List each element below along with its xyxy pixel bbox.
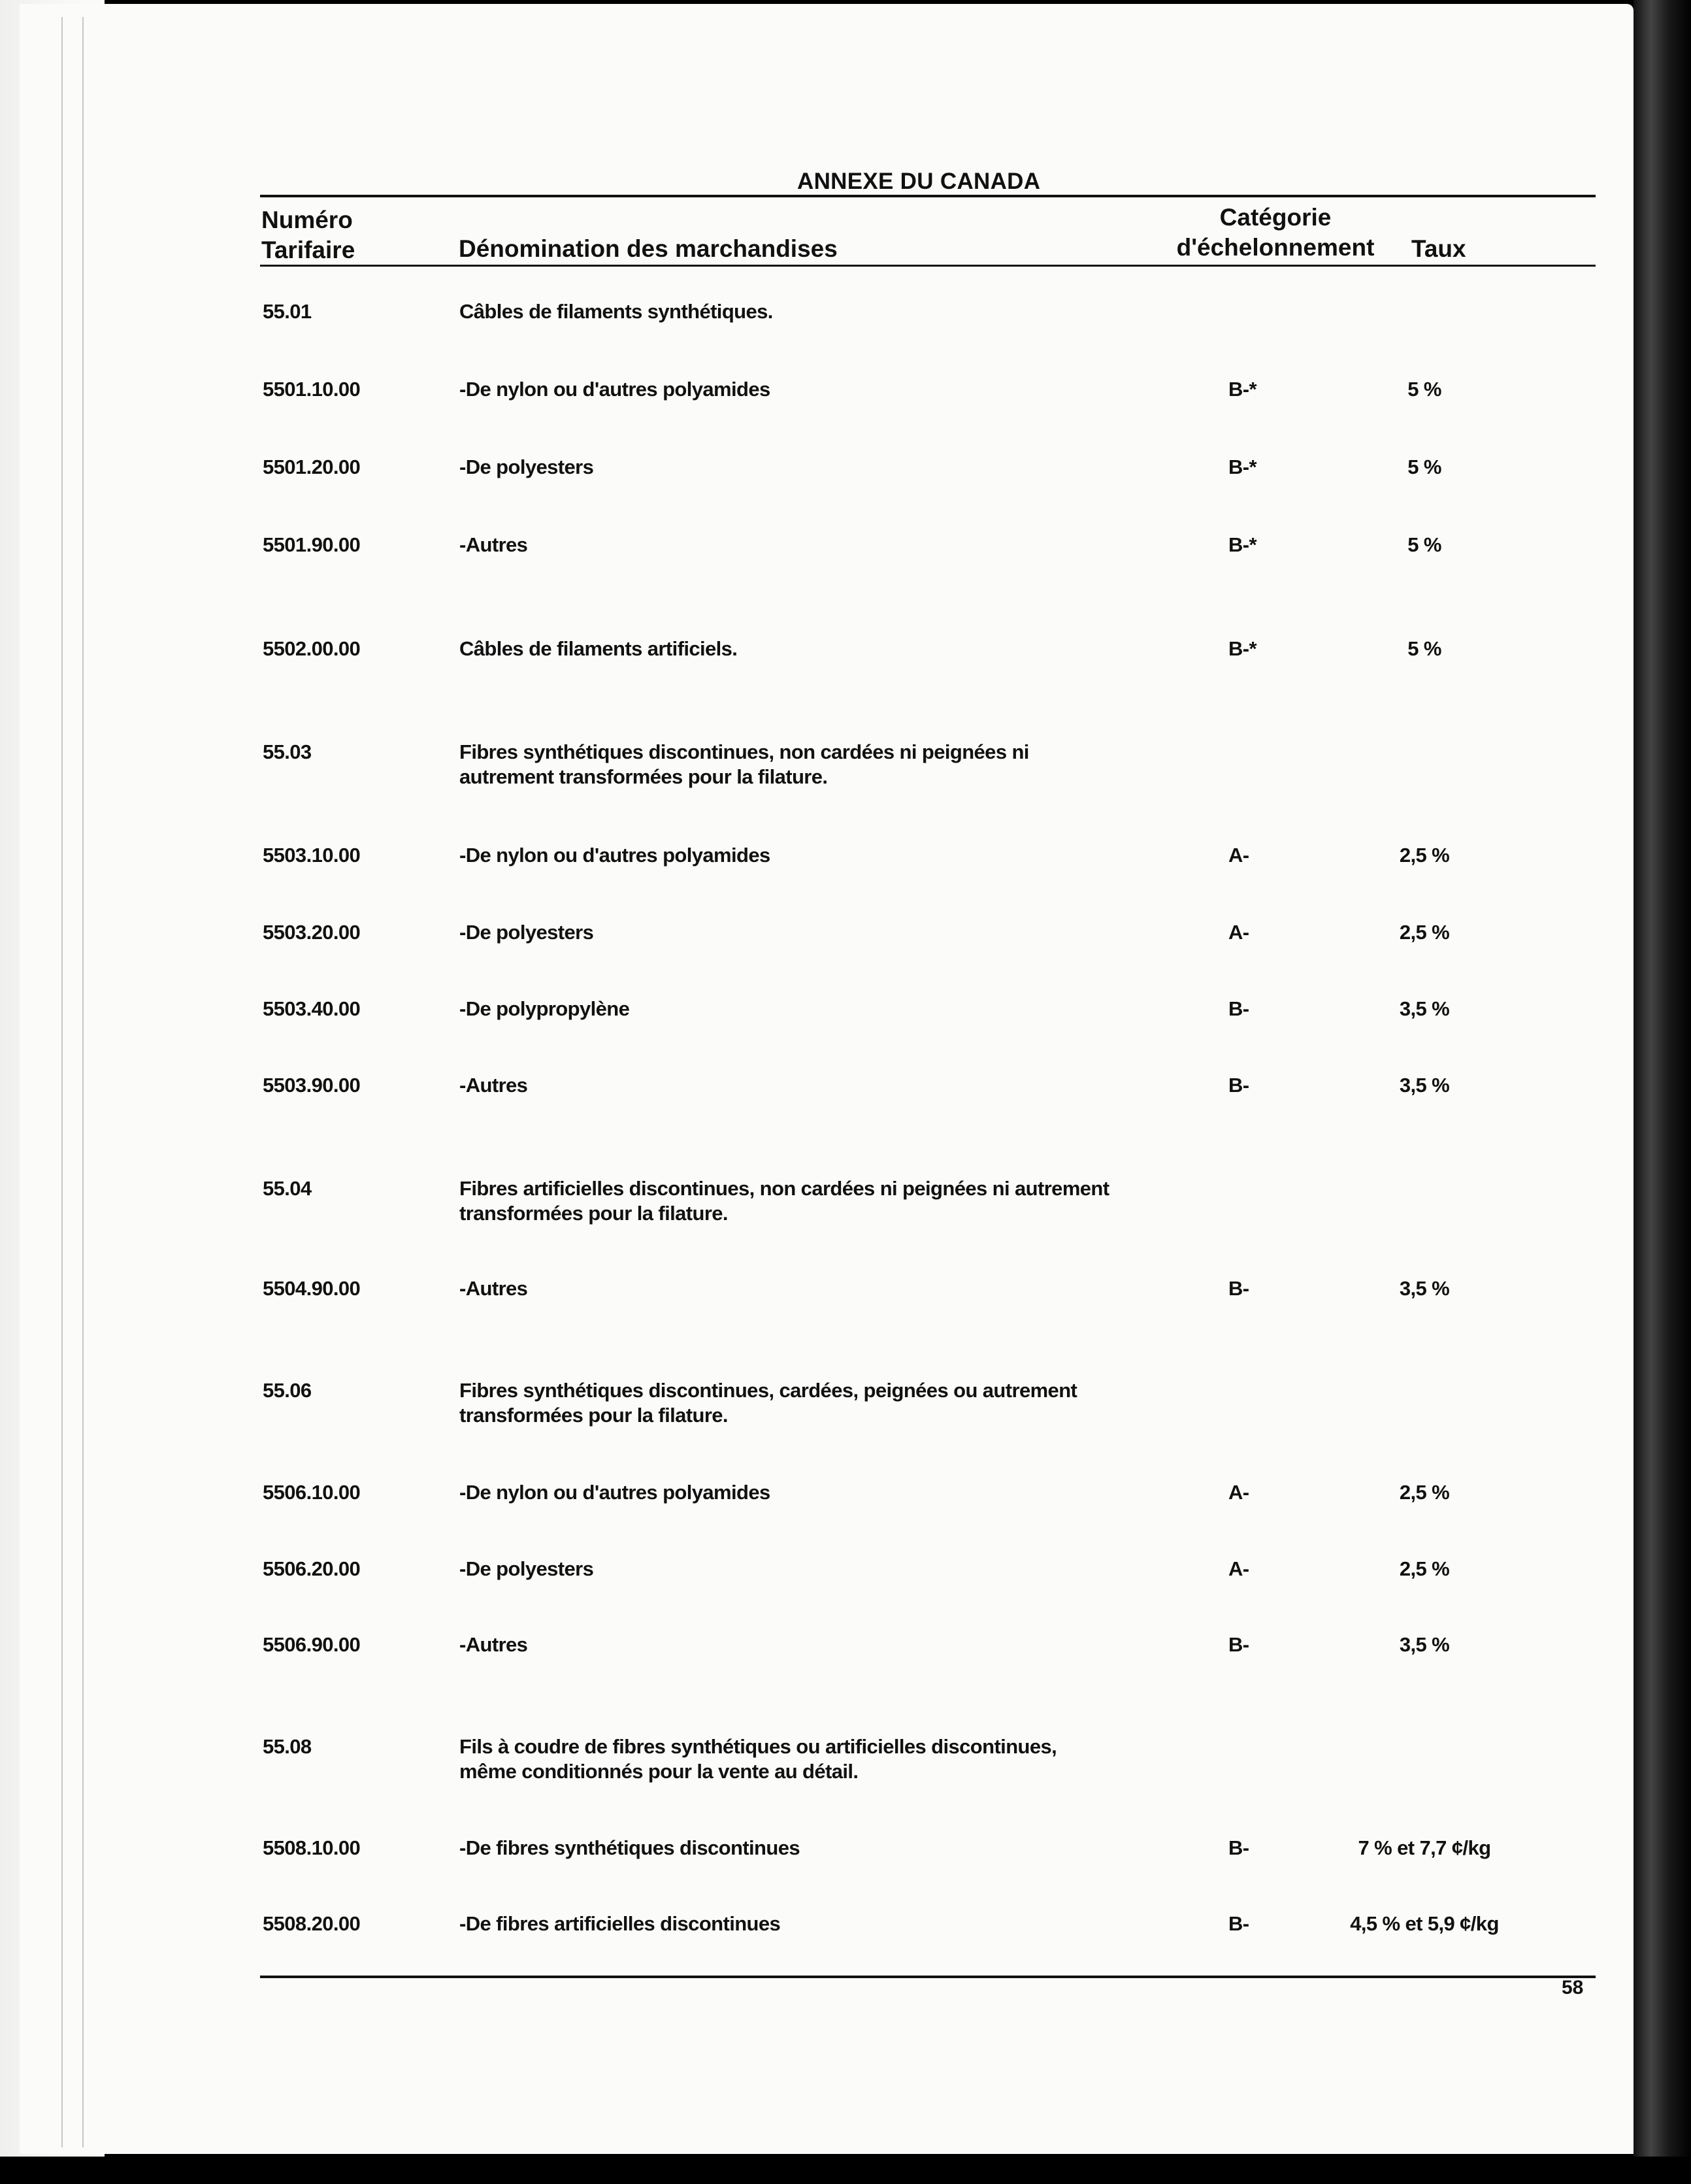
staging-category: B- xyxy=(1228,997,1249,1020)
tariff-code: 5504.90.00 xyxy=(263,1277,361,1300)
tariff-code: 5503.10.00 xyxy=(263,844,361,867)
tariff-rate: 2,5 % xyxy=(1399,844,1450,867)
scan-right-edge xyxy=(1634,0,1691,2184)
page-title: ANNEXE DU CANADA xyxy=(797,169,1041,194)
goods-description: -Autres xyxy=(459,1074,528,1097)
tariff-code: 55.04 xyxy=(263,1177,312,1200)
tariff-code: 5508.10.00 xyxy=(263,1836,361,1859)
tariff-code: 55.08 xyxy=(263,1735,312,1758)
spine-line xyxy=(61,17,63,2147)
staging-category: B- xyxy=(1228,1277,1249,1300)
goods-description: Fibres synthétiques discontinues, non cardées ni peignées ni autrement transformées pour la filature. xyxy=(459,740,1029,788)
header-categorie xyxy=(1138,203,1413,263)
header-categorie-line2: d'échelonnement xyxy=(1176,234,1375,261)
staging-category: A- xyxy=(1228,844,1249,867)
staging-category: B- xyxy=(1228,1074,1249,1097)
goods-description: Fils à coudre de fibres synthétiques ou artificielles discontinues, même conditionnés pour la vente au détail. xyxy=(459,1735,1057,1783)
header-numero-line2: Tarifaire xyxy=(261,237,355,263)
staging-category: B-* xyxy=(1228,378,1256,401)
tariff-code: 55.03 xyxy=(263,740,312,763)
page-number: 58 xyxy=(1562,1977,1584,1998)
tariff-code: 5503.40.00 xyxy=(263,997,361,1020)
goods-description: -De nylon ou d'autres polyamides xyxy=(459,378,770,401)
staging-category: A- xyxy=(1228,1481,1249,1504)
tariff-code: 5503.90.00 xyxy=(263,1074,361,1097)
tariff-rate: 2,5 % xyxy=(1399,1481,1450,1504)
staging-category: B- xyxy=(1228,1633,1249,1656)
goods-description: -De fibres synthétiques discontinues xyxy=(459,1836,800,1859)
tariff-rate: 2,5 % xyxy=(1399,1557,1450,1580)
tariff-rate: 5 % xyxy=(1407,637,1441,660)
header-bottom-rule xyxy=(260,265,1596,267)
tariff-rate: 5 % xyxy=(1407,533,1441,556)
tariff-code: 5501.20.00 xyxy=(263,455,361,478)
goods-description: -Autres xyxy=(459,533,528,556)
goods-description: -De polyesters xyxy=(459,921,594,944)
goods-description: -De polyesters xyxy=(459,455,594,478)
staging-category: B-* xyxy=(1228,637,1256,660)
staging-category: A- xyxy=(1228,921,1249,944)
goods-description: Câbles de filaments synthétiques. xyxy=(459,300,773,323)
tariff-code: 5508.20.00 xyxy=(263,1912,361,1935)
tariff-code: 5501.10.00 xyxy=(263,378,361,401)
tariff-rate: 2,5 % xyxy=(1399,921,1450,944)
header-denomination: Dénomination des marchandises xyxy=(459,235,838,262)
goods-description: Fibres artificielles discontinues, non cardées ni peignées ni autrement transformées pour la filature. xyxy=(459,1177,1109,1225)
goods-description: Fibres synthétiques discontinues, cardées, peignées ou autrement transformées pour la filature. xyxy=(459,1379,1077,1427)
staging-category: B- xyxy=(1228,1836,1249,1859)
staging-category: B- xyxy=(1228,1912,1249,1935)
tariff-code: 55.01 xyxy=(263,300,312,323)
header-top-rule xyxy=(260,195,1596,197)
footer-rule xyxy=(260,1976,1596,1978)
staging-category: A- xyxy=(1228,1557,1249,1580)
tariff-rate: 3,5 % xyxy=(1399,1074,1450,1097)
tariff-rate: 5 % xyxy=(1407,455,1441,478)
staging-category: B-* xyxy=(1228,455,1256,478)
header-categorie-line1: Catégorie xyxy=(1219,204,1332,231)
tariff-rate: 7 % et 7,7 ¢/kg xyxy=(1358,1836,1491,1859)
tariff-code: 5506.90.00 xyxy=(263,1633,361,1656)
goods-description: -De polyesters xyxy=(459,1557,594,1580)
goods-description: Câbles de filaments artificiels. xyxy=(459,637,738,660)
tariff-rate: 3,5 % xyxy=(1399,1277,1450,1300)
tariff-code: 5506.10.00 xyxy=(263,1481,361,1504)
tariff-rate: 5 % xyxy=(1407,378,1441,401)
tariff-code: 5503.20.00 xyxy=(263,921,361,944)
tariff-rate: 3,5 % xyxy=(1399,1633,1450,1656)
header-taux: Taux xyxy=(1411,235,1466,262)
tariff-rate: 3,5 % xyxy=(1399,997,1450,1020)
staging-category: B-* xyxy=(1228,533,1256,556)
tariff-rate: 4,5 % et 5,9 ¢/kg xyxy=(1350,1912,1499,1935)
header-numero-line1: Numéro xyxy=(261,207,353,233)
tariff-code: 5501.90.00 xyxy=(263,533,361,556)
goods-description: -De nylon ou d'autres polyamides xyxy=(459,844,770,867)
goods-description: -De polypropylène xyxy=(459,997,630,1020)
goods-description: -De nylon ou d'autres polyamides xyxy=(459,1481,770,1504)
header-numero-tarifaire xyxy=(261,205,355,265)
goods-description: -Autres xyxy=(459,1277,528,1300)
tariff-code: 5502.00.00 xyxy=(263,637,361,660)
goods-description: -Autres xyxy=(459,1633,528,1656)
scan-bottom-edge xyxy=(0,2157,1691,2184)
goods-description: -De fibres artificielles discontinues xyxy=(459,1912,781,1935)
spine-line xyxy=(82,17,84,2147)
tariff-code: 55.06 xyxy=(263,1379,312,1402)
tariff-code: 5506.20.00 xyxy=(263,1557,361,1580)
